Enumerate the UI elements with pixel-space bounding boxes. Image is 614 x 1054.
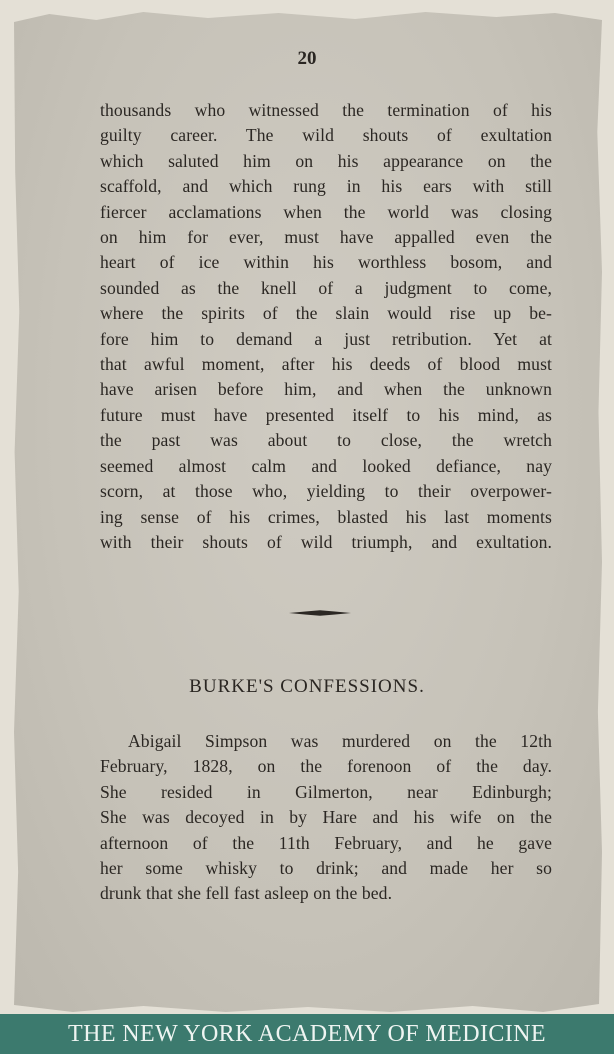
text-line: guilty career. The wild shouts of exultation [100,125,552,146]
text-line: thousands who witnessed the termination of his [100,100,552,120]
text-line: her some whisky to drink; and made her so [100,858,552,879]
paragraph-1 [100,98,552,555]
text-line: with their shouts of wild triumph, and exultation. [100,531,552,552]
text-line: February, 1828, on the forenoon of the day. [100,756,552,777]
text-line: on him for ever, must have appalled even the [100,227,552,248]
text-line: scaffold, and which rung in his ears with still [100,176,552,197]
text-line: future must have presented itself to his mind, as [100,404,552,425]
text-line: sounded as the knell of a judgment to come, [100,277,552,298]
text-line: drunk that she fell fast asleep on the bed. [100,883,393,904]
text-line: heart of ice within his worthless bosom, and [100,252,552,273]
text-line: fore him to demand a just retribution. Yet at [100,328,552,349]
text-line: fiercer acclamations when the world was closing [100,201,552,222]
footer-bar [0,1014,614,1054]
page-number: 20 [297,48,317,69]
text-line: have arisen before him, and when the unknown [100,379,552,400]
text-line: which saluted him on his appearance on the [100,150,552,171]
text-line: the past was about to close, the wretch [100,430,552,451]
text-line: Abigail Simpson was murdered on the 12th [128,731,552,751]
text-line: afternoon of the 11th February, and he gave [100,832,552,853]
divider-ornament [287,606,353,620]
text-line: scorn, at those who, yielding to their overpower- [100,481,552,502]
text-line: where the spirits of the slain would rise up be- [100,303,552,324]
text-line: seemed almost calm and looked defiance, nay [100,455,552,476]
section-heading: BURKE'S CONFESSIONS. [189,676,425,697]
text-line: that awful moment, after his deeds of blood must [100,354,552,375]
text-line: She resided in Gilmerton, near Edinburgh; [100,781,552,802]
footer-credit: THE NEW YORK ACADEMY OF MEDICINE [68,1020,546,1047]
paragraph-2 [100,729,552,907]
text-line: She was decoyed in by Hare and his wife on the [100,807,552,828]
text-line: ing sense of his crimes, blasted his last moments [100,506,552,527]
